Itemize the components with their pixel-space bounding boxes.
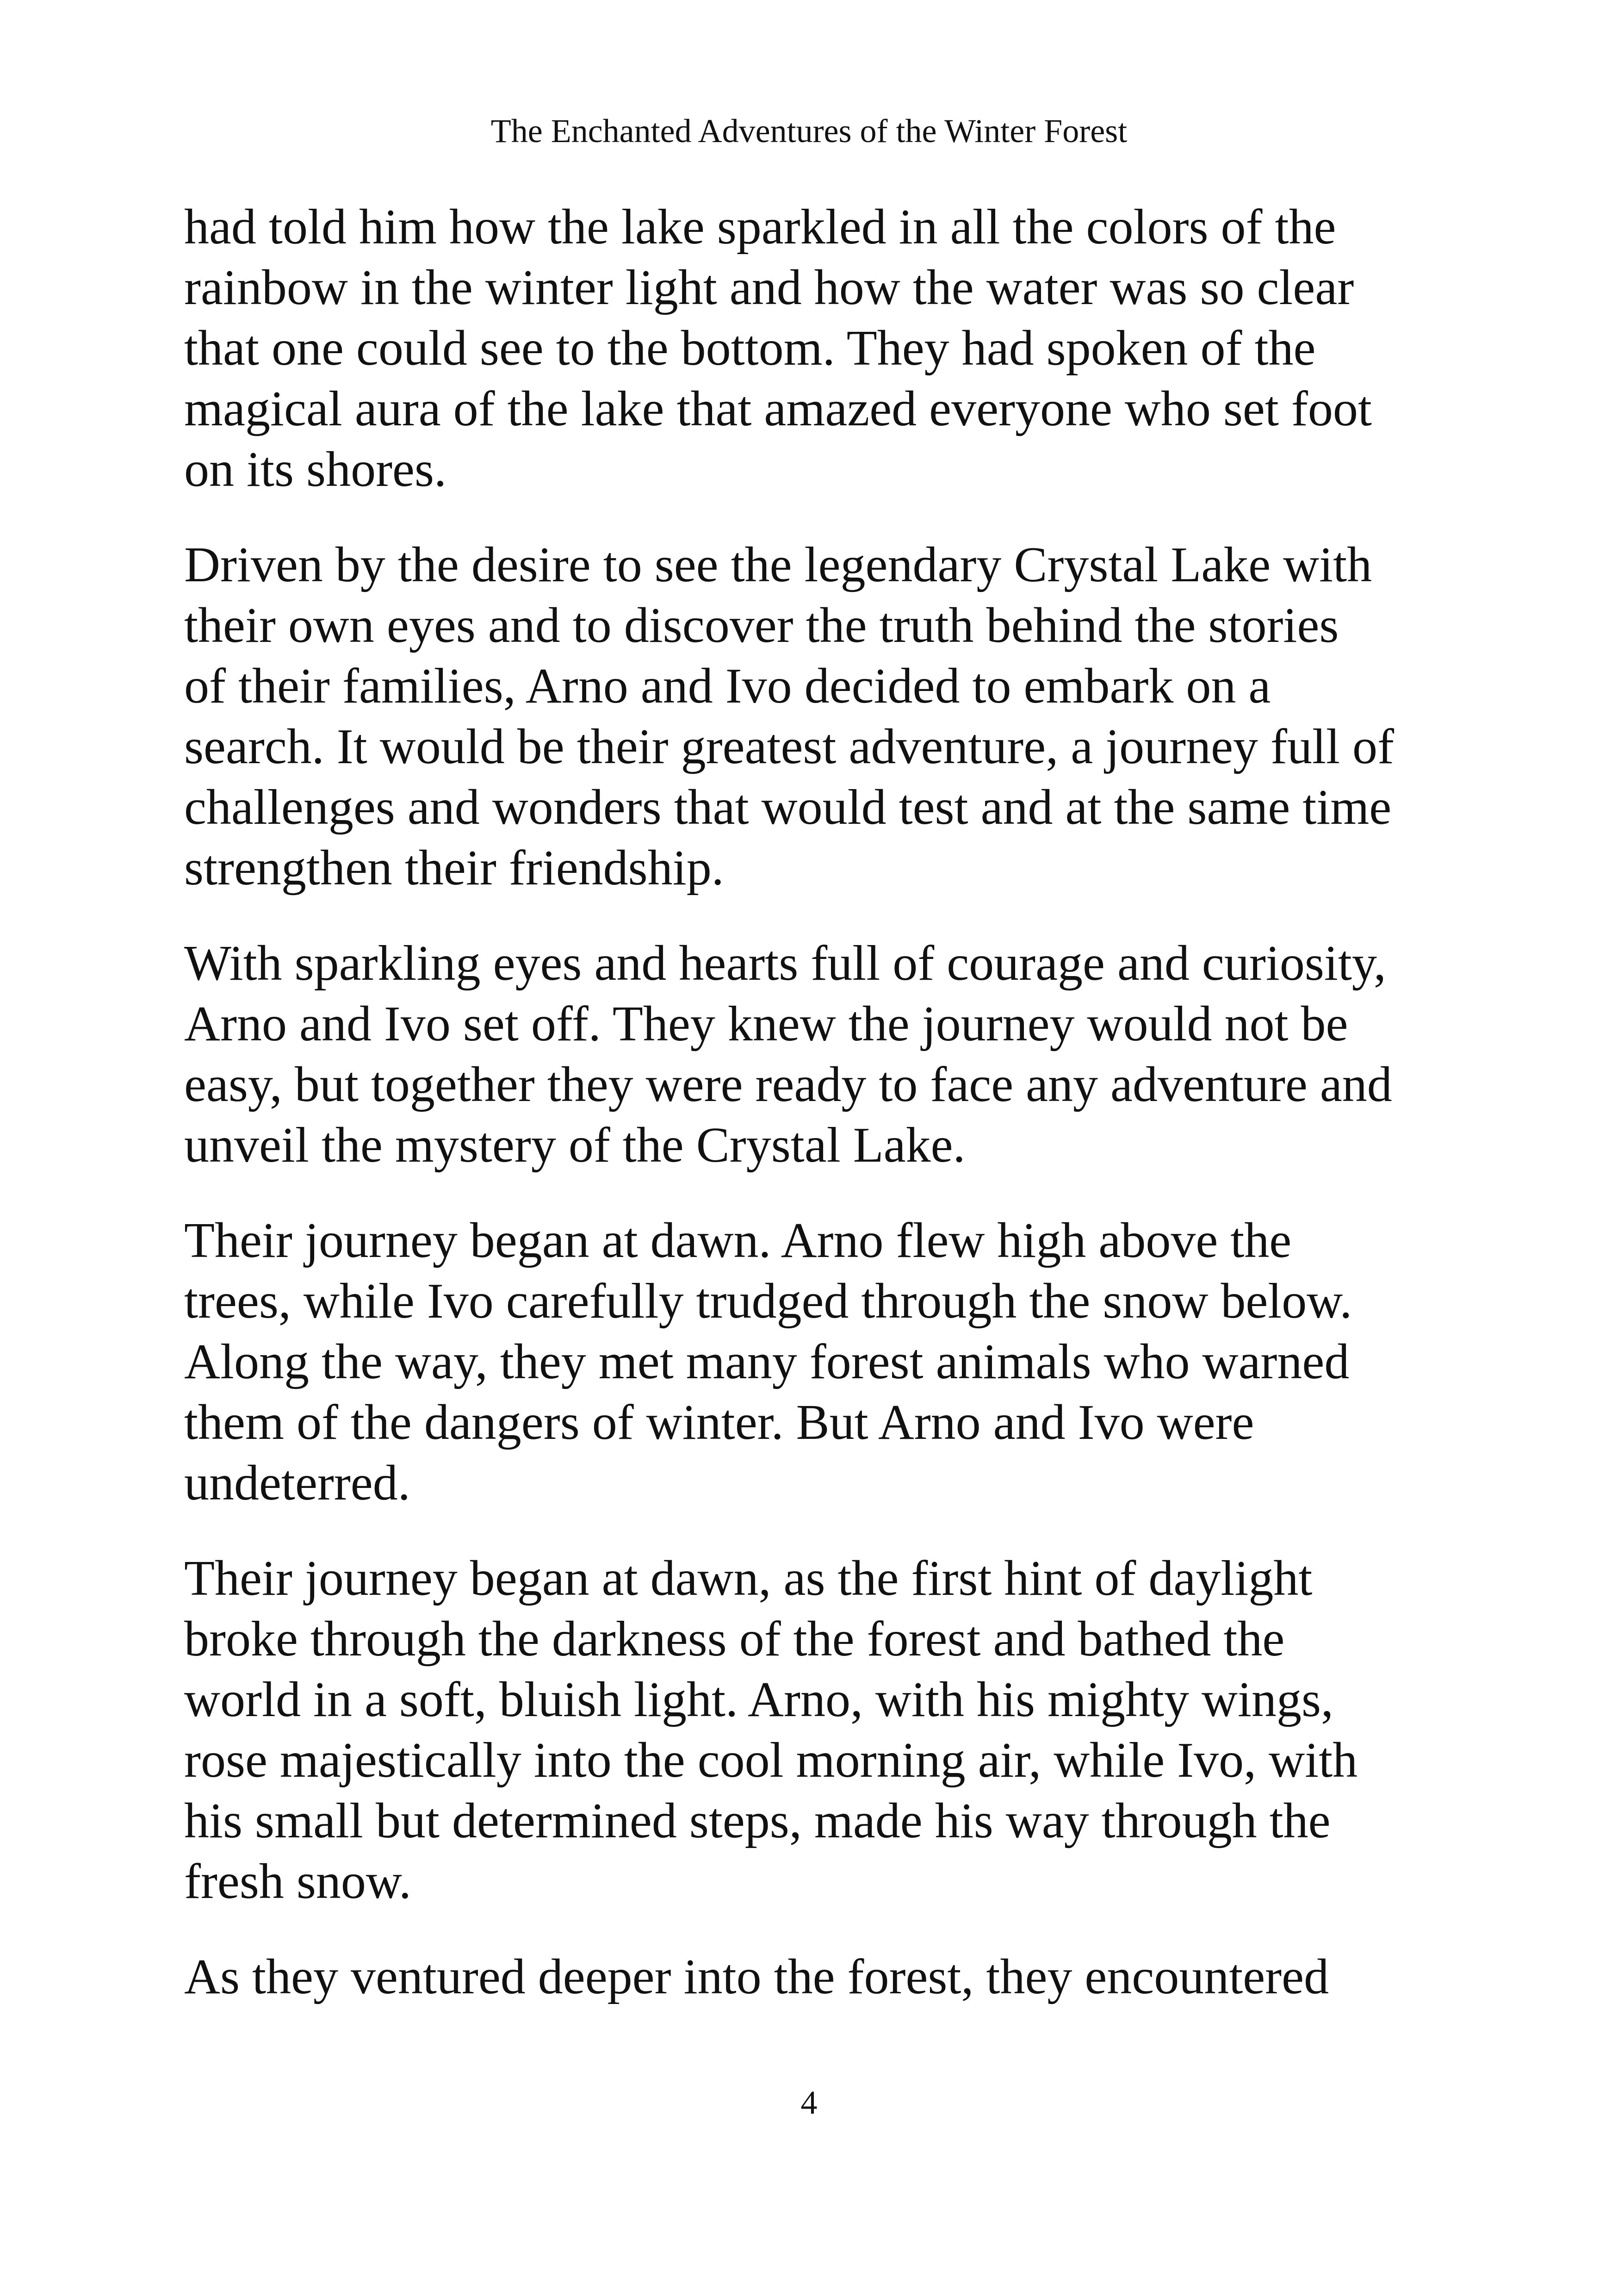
running-header: The Enchanted Adventures of the Winter Forest	[490, 112, 1128, 149]
paragraph: With sparkling eyes and hearts full of courage and curiosity, Arno and Ivo set off. They knew the journey would not be easy, but together they were ready to face any adventure and unveil the mystery of the Crystal Lake.	[184, 936, 1392, 1173]
paragraph: had told him how the lake sparkled in all the colors of the rainbow in the winter light and how the water was so clear that one could see to the bottom. They had spoken of the magical aura of the lake that amazed everyone who set foot on its shores.	[184, 199, 1372, 497]
paragraph: As they ventured deeper into the forest, they encountered	[184, 1949, 1329, 2004]
paragraph: Their journey began at dawn, as the first hint of daylight broke through the darkness of the forest and bathed the world in a soft, bluish light. Arno, with his mighty wings, rose majestically into the cool morning air, while Ivo, with his small but determined steps, made his way through the fresh snow.	[184, 1551, 1358, 1909]
paragraph: Their journey began at dawn. Arno flew high above the trees, while Ivo carefully trudged through the snow below. Along the way, they met many forest animals who warned them of the dangers of winter. But Arno and Ivo were undeterred.	[184, 1213, 1352, 1511]
body-text	[184, 197, 1459, 2042]
paragraph: Driven by the desire to see the legendary Crystal Lake with their own eyes and to discover the truth behind the stories of their families, Arno and Ivo decided to embark on a search. It would be their greatest adventure, a journey full of challenges and wonders that would test and at the same time strengthen their friendship.	[184, 537, 1394, 896]
page-number: 4	[800, 2084, 818, 2121]
